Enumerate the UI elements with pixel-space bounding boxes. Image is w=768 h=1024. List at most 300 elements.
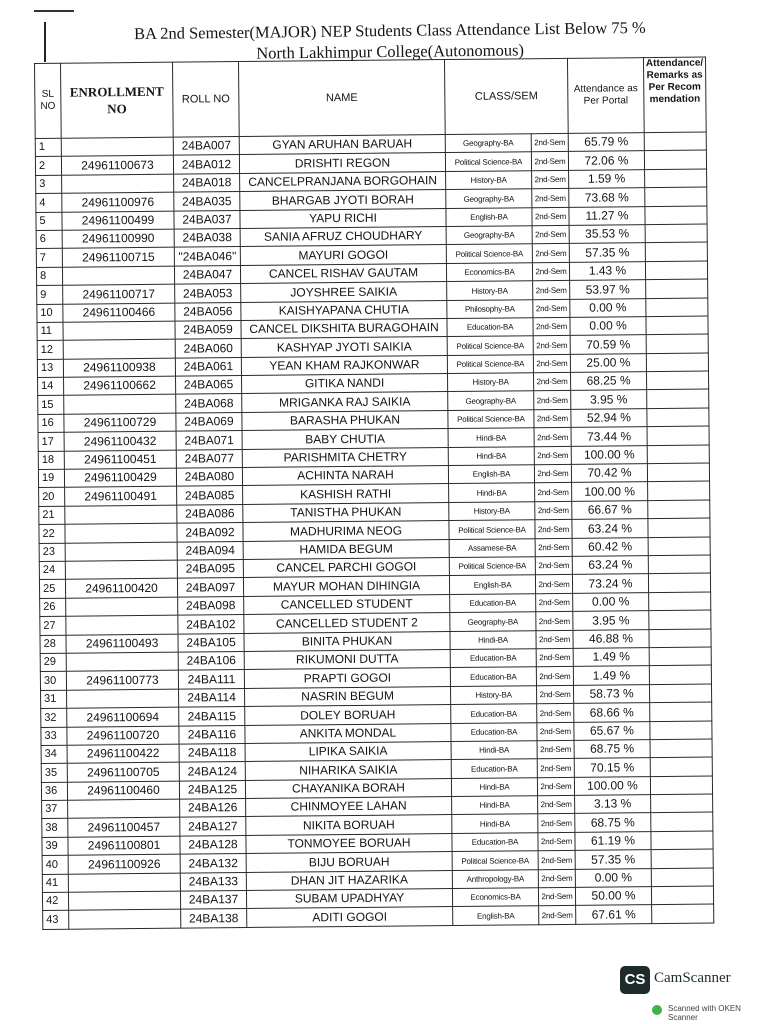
row-roll-cell: 24BA118: [179, 743, 245, 762]
header-enrollment: ENROLLMENT NO: [61, 62, 174, 138]
row-sl-cell: 34: [41, 745, 67, 764]
row-roll-cell: 24BA102: [178, 615, 244, 634]
row-name-cell: SUBAM UPADHYAY: [246, 889, 452, 909]
row-class-cell: Hindi-BA: [449, 483, 535, 502]
row-remarks-cell: [645, 261, 707, 280]
row-sem-cell: 2nd-Sem: [534, 428, 571, 447]
table-header-row: [35, 57, 707, 138]
row-enrollment-cell: [65, 560, 177, 579]
row-class-cell: Education-BA: [450, 667, 536, 686]
row-class-cell: Education-BA: [451, 722, 537, 741]
row-remarks-cell: [651, 868, 713, 887]
row-name-cell: BHARGAB JYOTI BORAH: [240, 190, 446, 210]
row-enrollment-cell: 24961100420: [65, 579, 177, 598]
row-sl-cell: 31: [41, 690, 67, 709]
header-attendance: Attendance as Per Portal: [567, 58, 644, 134]
row-remarks-cell: [651, 812, 713, 831]
row-attendance-cell: 1.49 %: [573, 666, 649, 685]
row-remarks-cell: [647, 408, 709, 427]
row-class-cell: Political Science-BA: [445, 152, 531, 171]
row-name-cell: LIPIKA SAIKIA: [245, 741, 451, 761]
row-sl-cell: 25: [39, 580, 65, 599]
row-sl-cell: 2: [35, 157, 61, 176]
row-roll-cell: 24BA115: [179, 707, 245, 726]
row-class-cell: Education-BA: [447, 318, 533, 337]
row-name-cell: CANCELPRANJANA BORGOHAIN: [240, 171, 446, 191]
row-enrollment-cell: [68, 873, 180, 892]
row-sem-cell: 2nd-Sem: [533, 299, 570, 318]
row-remarks-cell: [645, 169, 707, 188]
row-name-cell: MAYUR MOHAN DIHINGIA: [243, 576, 449, 596]
row-sl-cell: 27: [40, 616, 66, 635]
row-roll-cell: 24BA061: [175, 357, 241, 376]
row-name-cell: CHINMOYEE LAHAN: [246, 797, 452, 817]
row-sem-cell: 2nd-Sem: [534, 446, 571, 465]
row-name-cell: ADITI GOGOI: [247, 907, 453, 927]
attendance-table: [34, 57, 714, 930]
row-roll-cell: 24BA037: [174, 210, 240, 229]
row-attendance-cell: 65.79 %: [568, 133, 644, 152]
row-name-cell: CANCEL DIKSHITA BURAGOHAIN: [241, 318, 447, 338]
row-attendance-cell: 63.24 %: [572, 519, 648, 538]
row-roll-cell: 24BA086: [177, 504, 243, 523]
row-remarks-cell: [644, 132, 706, 151]
row-remarks-cell: [646, 334, 708, 353]
row-remarks-cell: [650, 776, 712, 795]
row-sem-cell: 2nd-Sem: [538, 832, 575, 851]
row-sem-cell: 2nd-Sem: [537, 703, 574, 722]
row-class-cell: History-BA: [451, 685, 537, 704]
row-roll-cell: 24BA092: [177, 523, 243, 542]
row-enrollment-cell: 24961100460: [67, 781, 179, 800]
row-roll-cell: 24BA080: [176, 468, 242, 487]
row-name-cell: CANCEL RISHAV GAUTAM: [240, 263, 446, 283]
row-sem-cell: 2nd-Sem: [531, 133, 568, 152]
row-roll-cell: 24BA038: [174, 228, 240, 247]
row-sl-cell: 35: [41, 763, 67, 782]
row-roll-cell: 24BA069: [176, 412, 242, 431]
row-enrollment-cell: 24961100926: [68, 854, 180, 873]
row-enrollment-cell: [66, 615, 178, 634]
row-remarks-cell: [651, 886, 713, 905]
row-class-cell: Hindi-BA: [448, 446, 534, 465]
row-sl-cell: 36: [41, 782, 67, 801]
row-enrollment-cell: 24961100457: [68, 818, 180, 837]
row-enrollment-cell: 24961100493: [66, 634, 178, 653]
row-attendance-cell: 61.19 %: [575, 831, 651, 850]
row-roll-cell: 24BA127: [180, 817, 246, 836]
row-attendance-cell: 1.43 %: [569, 261, 645, 280]
row-roll-cell: 24BA068: [176, 394, 242, 413]
row-enrollment-cell: [62, 174, 174, 193]
row-roll-cell: 24BA018: [174, 173, 240, 192]
row-enrollment-cell: 24961100717: [63, 284, 175, 303]
row-sem-cell: 2nd-Sem: [535, 483, 572, 502]
row-class-cell: Political Science-BA: [449, 557, 535, 576]
row-roll-cell: 24BA012: [173, 155, 239, 174]
row-enrollment-cell: 24961100673: [61, 156, 173, 175]
row-sem-cell: 2nd-Sem: [537, 777, 574, 796]
row-attendance-cell: 63.24 %: [572, 556, 648, 575]
row-name-cell: DHAN JIT HAZARIKA: [246, 870, 452, 890]
row-sem-cell: 2nd-Sem: [531, 152, 568, 171]
row-sl-cell: 37: [42, 800, 68, 819]
row-remarks-cell: [647, 426, 709, 445]
row-enrollment-cell: 24961100938: [63, 358, 175, 377]
row-class-cell: Political Science-BA: [452, 851, 538, 870]
row-name-cell: BIJU BORUAH: [246, 852, 452, 872]
row-attendance-cell: 57.35 %: [575, 850, 651, 869]
row-remarks-cell: [646, 298, 708, 317]
row-sem-cell: 2nd-Sem: [532, 244, 569, 263]
row-class-cell: Political Science-BA: [447, 336, 533, 355]
row-class-cell: Political Science-BA: [448, 410, 534, 429]
row-sl-cell: 5: [36, 212, 62, 231]
row-sem-cell: 2nd-Sem: [532, 262, 569, 281]
row-remarks-cell: [648, 518, 710, 537]
row-name-cell: BABY CHUTIA: [242, 429, 448, 449]
row-name-cell: DOLEY BORUAH: [245, 705, 451, 725]
row-sem-cell: 2nd-Sem: [533, 317, 570, 336]
row-remarks-cell: [646, 371, 708, 390]
row-attendance-cell: 25.00 %: [570, 353, 646, 372]
row-sem-cell: 2nd-Sem: [535, 501, 572, 520]
row-attendance-cell: 60.42 %: [572, 537, 648, 556]
row-sl-cell: 20: [39, 488, 65, 507]
row-class-cell: Hindi-BA: [452, 796, 538, 815]
row-remarks-cell: [652, 904, 714, 923]
row-roll-cell: 24BA114: [179, 688, 245, 707]
row-enrollment-cell: [66, 597, 178, 616]
row-attendance-cell: 0.00 %: [573, 592, 649, 611]
row-remarks-cell: [650, 702, 712, 721]
row-name-cell: CHAYANIKA BORAH: [245, 778, 451, 798]
row-roll-cell: 24BA111: [178, 670, 244, 689]
row-attendance-cell: 100.00 %: [572, 482, 648, 501]
row-remarks-cell: [648, 537, 710, 556]
row-roll-cell: 24BA126: [180, 799, 246, 818]
row-roll-cell: 24BA128: [180, 835, 246, 854]
row-class-cell: Education-BA: [451, 704, 537, 723]
row-name-cell: PARISHMITA CHETRY: [242, 447, 448, 467]
row-roll-cell: 24BA007: [173, 137, 239, 156]
row-sem-cell: 2nd-Sem: [536, 612, 573, 631]
row-sem-cell: 2nd-Sem: [535, 556, 572, 575]
row-sem-cell: 2nd-Sem: [538, 869, 575, 888]
header-roll: ROLL NO: [172, 62, 239, 138]
row-name-cell: KASHYAP JYOTI SAIKIA: [241, 337, 447, 357]
row-enrollment-cell: 24961100990: [62, 229, 174, 248]
row-attendance-cell: 0.00 %: [575, 868, 651, 887]
row-remarks-cell: [649, 592, 711, 611]
row-class-cell: English-BA: [446, 207, 532, 226]
row-name-cell: MADHURIMA NEOG: [243, 521, 449, 541]
row-remarks-cell: [649, 629, 711, 648]
row-remarks-cell: [649, 647, 711, 666]
title-line-1: BA 2nd Semester(MAJOR) NEP Students Class Attendance List Below 75 %: [133, 17, 646, 44]
row-name-cell: YEAN KHAM RAJKONWAR: [241, 355, 447, 375]
row-sl-cell: 19: [38, 469, 64, 488]
row-roll-cell: 24BA085: [177, 486, 243, 505]
row-roll-cell: 24BA105: [178, 633, 244, 652]
row-name-cell: YAPU RICHI: [240, 208, 446, 228]
row-name-cell: CANCEL PARCHI GOGOI: [243, 558, 449, 578]
row-attendance-cell: 1.59 %: [569, 169, 645, 188]
row-attendance-cell: 72.06 %: [568, 151, 644, 170]
row-sem-cell: 2nd-Sem: [537, 740, 574, 759]
row-sl-cell: 3: [36, 175, 62, 194]
title-line-2: North Lakhimpur College(Autonomous): [256, 40, 525, 63]
row-attendance-cell: 3.95 %: [573, 611, 649, 630]
row-attendance-cell: 70.15 %: [574, 758, 650, 777]
row-sl-cell: 6: [36, 230, 62, 249]
row-sl-cell: 24: [39, 561, 65, 580]
row-class-cell: English-BA: [448, 465, 534, 484]
row-attendance-cell: 57.35 %: [569, 243, 645, 262]
header-sl: SL NO: [35, 63, 62, 138]
row-remarks-cell: [647, 390, 709, 409]
row-sem-cell: 2nd-Sem: [535, 520, 572, 539]
row-attendance-cell: 50.00 %: [575, 887, 651, 906]
row-attendance-cell: 73.24 %: [572, 574, 648, 593]
row-remarks-cell: [648, 481, 710, 500]
row-sl-cell: 29: [40, 653, 66, 672]
oken-scanner-text: Scanned with OKEN Scanner: [668, 1004, 741, 1022]
row-name-cell: MAYURI GOGOI: [240, 245, 446, 265]
row-sem-cell: 2nd-Sem: [532, 207, 569, 226]
row-roll-cell: 24BA071: [176, 431, 242, 450]
row-enrollment-cell: [61, 137, 173, 156]
row-name-cell: GITIKA NANDI: [242, 374, 448, 394]
row-sl-cell: 18: [38, 451, 64, 470]
row-class-cell: History-BA: [446, 171, 532, 190]
row-remarks-cell: [645, 206, 707, 225]
row-remarks-cell: [650, 739, 712, 758]
row-attendance-cell: 100.00 %: [574, 776, 650, 795]
row-sl-cell: 39: [42, 837, 68, 856]
row-name-cell: NIKITA BORUAH: [246, 815, 452, 835]
row-class-cell: Hindi-BA: [451, 777, 537, 796]
row-sl-cell: 43: [43, 911, 69, 930]
scan-mark: [34, 10, 74, 12]
row-sl-cell: 21: [39, 506, 65, 525]
row-roll-cell: 24BA125: [179, 780, 245, 799]
row-remarks-cell: [647, 445, 709, 464]
row-remarks-cell: [648, 573, 710, 592]
row-name-cell: CANCELLED STUDENT: [244, 594, 450, 614]
row-roll-cell: 24BA077: [176, 449, 242, 468]
row-enrollment-cell: [65, 505, 177, 524]
row-roll-cell: "24BA046": [174, 247, 240, 266]
row-attendance-cell: 70.42 %: [571, 464, 647, 483]
row-attendance-cell: 0.00 %: [570, 317, 646, 336]
row-roll-cell: 24BA053: [175, 284, 241, 303]
row-class-cell: Hindi-BA: [451, 741, 537, 760]
row-attendance-cell: 52.94 %: [571, 408, 647, 427]
row-name-cell: TONMOYEE BORUAH: [246, 833, 452, 853]
row-class-cell: History-BA: [449, 502, 535, 521]
row-attendance-cell: 3.95 %: [571, 390, 647, 409]
row-sem-cell: 2nd-Sem: [535, 575, 572, 594]
row-attendance-cell: 73.44 %: [571, 427, 647, 446]
row-roll-cell: 24BA065: [176, 376, 242, 395]
row-class-cell: Education-BA: [450, 649, 536, 668]
row-remarks-cell: [648, 500, 710, 519]
row-sl-cell: 10: [37, 304, 63, 323]
row-sl-cell: 17: [38, 432, 64, 451]
margin-line: [44, 22, 46, 62]
row-sem-cell: 2nd-Sem: [536, 593, 573, 612]
row-enrollment-cell: 24961100720: [67, 726, 179, 745]
row-sem-cell: 2nd-Sem: [532, 189, 569, 208]
row-class-cell: Geography-BA: [448, 391, 534, 410]
row-class-cell: History-BA: [448, 373, 534, 392]
row-roll-cell: 24BA095: [177, 559, 243, 578]
row-sl-cell: 23: [39, 543, 65, 562]
row-remarks-cell: [649, 665, 711, 684]
row-sem-cell: 2nd-Sem: [539, 906, 576, 925]
row-roll-cell: 24BA106: [178, 651, 244, 670]
row-name-cell: ANKITA MONDAL: [245, 723, 451, 743]
row-attendance-cell: 68.75 %: [575, 813, 651, 832]
row-remarks-cell: [651, 794, 713, 813]
row-remarks-cell: [644, 150, 706, 169]
row-roll-cell: 24BA137: [180, 891, 246, 910]
row-sl-cell: 38: [42, 819, 68, 838]
row-name-cell: GYAN ARUHAN BARUAH: [239, 135, 445, 155]
row-remarks-cell: [651, 849, 713, 868]
row-enrollment-cell: [69, 910, 181, 929]
row-name-cell: NASRIN BEGUM: [245, 686, 451, 706]
row-name-cell: KASHISH RATHI: [243, 484, 449, 504]
row-sem-cell: 2nd-Sem: [536, 667, 573, 686]
row-sl-cell: 30: [40, 672, 66, 691]
row-attendance-cell: 3.13 %: [575, 795, 651, 814]
row-attendance-cell: 68.25 %: [570, 372, 646, 391]
row-attendance-cell: 65.67 %: [574, 721, 650, 740]
row-remarks-cell: [650, 721, 712, 740]
row-enrollment-cell: 24961100429: [64, 468, 176, 487]
row-roll-cell: 24BA060: [175, 339, 241, 358]
row-remarks-cell: [651, 831, 713, 850]
row-sem-cell: 2nd-Sem: [533, 354, 570, 373]
row-class-cell: Geography-BA: [450, 612, 536, 631]
row-enrollment-cell: [65, 523, 177, 542]
row-sl-cell: 15: [38, 396, 64, 415]
row-sem-cell: 2nd-Sem: [535, 538, 572, 557]
row-roll-cell: 24BA094: [177, 541, 243, 560]
row-sl-cell: 42: [42, 892, 68, 911]
row-attendance-cell: 68.75 %: [574, 740, 650, 759]
row-name-cell: TANISTHA PHUKAN: [243, 502, 449, 522]
row-roll-cell: 24BA059: [175, 320, 241, 339]
camscanner-brand: CamScanner: [654, 970, 731, 986]
row-enrollment-cell: [66, 652, 178, 671]
row-roll-cell: 24BA132: [180, 854, 246, 873]
row-roll-cell: 24BA098: [178, 596, 244, 615]
row-name-cell: SANIA AFRUZ CHOUDHARY: [240, 227, 446, 247]
header-remarks: Attendance/Remarks as Per Recommendation: [643, 57, 706, 133]
row-enrollment-cell: 24961100715: [62, 248, 174, 267]
row-name-cell: MRIGANKA RAJ SAIKIA: [242, 392, 448, 412]
row-attendance-cell: 46.88 %: [573, 629, 649, 648]
row-enrollment-cell: [67, 689, 179, 708]
camscanner-logo: CS: [620, 966, 650, 994]
row-sem-cell: 2nd-Sem: [538, 851, 575, 870]
row-sem-cell: 2nd-Sem: [536, 685, 573, 704]
row-sem-cell: 2nd-Sem: [533, 336, 570, 355]
row-sem-cell: 2nd-Sem: [537, 722, 574, 741]
row-sem-cell: 2nd-Sem: [532, 225, 569, 244]
row-roll-cell: 24BA047: [174, 265, 240, 284]
row-sl-cell: 9: [37, 285, 63, 304]
row-remarks-cell: [648, 555, 710, 574]
header-name: NAME: [238, 60, 445, 137]
row-sl-cell: 41: [42, 874, 68, 893]
row-attendance-cell: 0.00 %: [570, 298, 646, 317]
row-remarks-cell: [649, 610, 711, 629]
row-enrollment-cell: 24961100499: [62, 211, 174, 230]
row-attendance-cell: 66.67 %: [572, 500, 648, 519]
row-enrollment-cell: 24961100451: [64, 450, 176, 469]
row-remarks-cell: [645, 242, 707, 261]
row-sl-cell: 11: [37, 322, 63, 341]
row-class-cell: Economics-BA: [446, 262, 532, 281]
row-attendance-cell: 1.49 %: [573, 648, 649, 667]
row-name-cell: BARASHA PHUKAN: [242, 410, 448, 430]
row-sem-cell: 2nd-Sem: [538, 814, 575, 833]
row-sl-cell: 4: [36, 193, 62, 212]
row-name-cell: RIKUMONI DUTTA: [244, 649, 450, 669]
row-enrollment-cell: [68, 799, 180, 818]
row-name-cell: CANCELLED STUDENT 2: [244, 613, 450, 633]
row-sl-cell: 8: [36, 267, 62, 286]
row-name-cell: NIHARIKA SAIKIA: [245, 760, 451, 780]
row-attendance-cell: 58.73 %: [573, 684, 649, 703]
row-sem-cell: 2nd-Sem: [532, 170, 569, 189]
row-sl-cell: 1: [35, 138, 61, 157]
row-attendance-cell: 73.68 %: [569, 188, 645, 207]
row-roll-cell: 24BA056: [175, 302, 241, 321]
row-enrollment-cell: [62, 266, 174, 285]
row-sem-cell: 2nd-Sem: [533, 280, 570, 299]
row-remarks-cell: [649, 684, 711, 703]
row-name-cell: DRISHTI REGON: [239, 153, 445, 173]
row-enrollment-cell: [63, 339, 175, 358]
row-enrollment-cell: 24961100976: [62, 192, 174, 211]
row-sl-cell: 40: [42, 855, 68, 874]
row-enrollment-cell: [64, 395, 176, 414]
row-class-cell: Political Science-BA: [449, 520, 535, 539]
row-class-cell: Hindi-BA: [452, 814, 538, 833]
row-roll-cell: 24BA116: [179, 725, 245, 744]
row-name-cell: ACHINTA NARAH: [242, 466, 448, 486]
row-sem-cell: 2nd-Sem: [534, 409, 571, 428]
row-enrollment-cell: 24961100432: [64, 431, 176, 450]
row-sl-cell: 33: [41, 727, 67, 746]
row-name-cell: JOYSHREE SAIKIA: [241, 282, 447, 302]
row-sem-cell: 2nd-Sem: [537, 759, 574, 778]
row-name-cell: HAMIDA BEGUM: [243, 539, 449, 559]
row-class-cell: Political Science-BA: [447, 354, 533, 373]
row-class-cell: Geography-BA: [446, 189, 532, 208]
row-class-cell: Anthropology-BA: [452, 869, 538, 888]
row-attendance-cell: 68.66 %: [574, 703, 650, 722]
row-class-cell: Hindi-BA: [448, 428, 534, 447]
row-enrollment-cell: [63, 321, 175, 340]
row-sl-cell: 13: [37, 359, 63, 378]
row-class-cell: Geography-BA: [446, 226, 532, 245]
